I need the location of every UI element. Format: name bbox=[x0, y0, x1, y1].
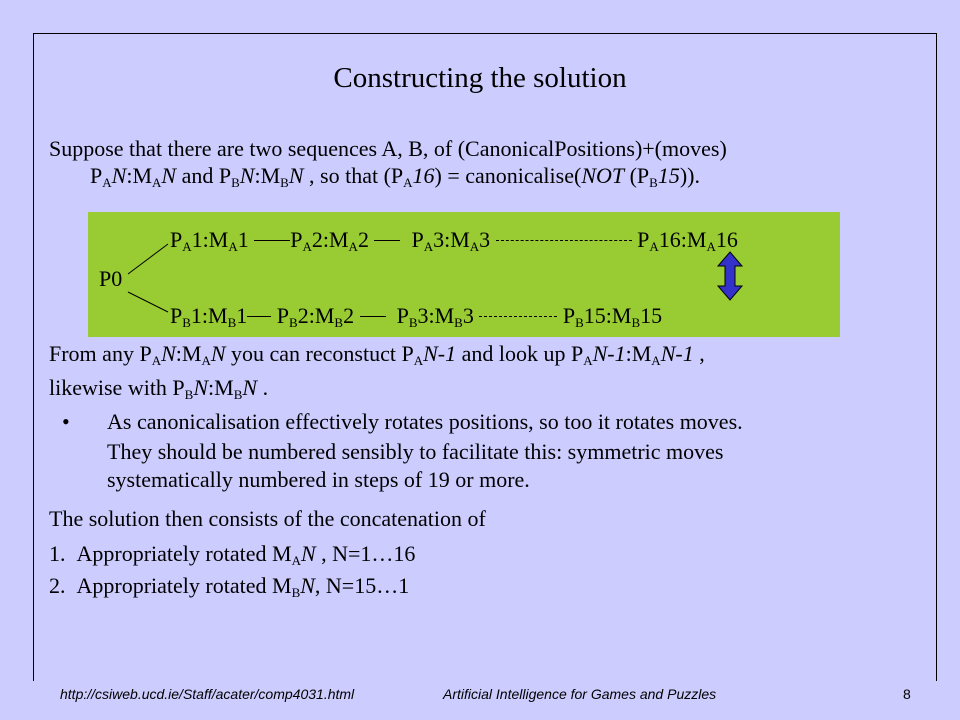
bullet-icon: • bbox=[62, 409, 70, 434]
reconstruct-line-2: likewise with $P_BN:M_BN$ . bbox=[49, 375, 269, 402]
sequence-a-row: $P_A1:M_A1$ $P_A2:M_A2$ $P_A3:M_A3$ $P_A16:M_A16$ bbox=[170, 227, 738, 254]
bullet-line-3: systematically numbered in steps of 19 or more. bbox=[107, 467, 530, 492]
bullet-line-1: As canonicalisation effectively rotates positions, so too it rotates moves. bbox=[107, 409, 743, 434]
solution-item-2: 2. Appropriately rotated $M_BN$, N=15…1 bbox=[49, 573, 410, 600]
intro-line-1: Suppose that there are two sequences A, B, of (CanonicalPositions)+(moves) bbox=[49, 136, 727, 161]
double-arrow-icon bbox=[715, 250, 745, 302]
sequence-b-row: $P_B1:M_B1$ $P_B2:M_B2$ $P_B3:M_B3$ $P_B15:M_B15$ bbox=[170, 303, 663, 330]
footer-course: Artificial Intelligence for Games and Puzzles bbox=[443, 686, 717, 702]
solution-intro: The solution then consists of the concatenation of bbox=[49, 506, 486, 531]
page-number: 8 bbox=[903, 686, 911, 702]
reconstruct-line-1: From any $P_AN:M_AN$ you can reconstuct $P_AN-1$ and look up $P_AN-1:M_AN-1$ , bbox=[49, 341, 705, 368]
footer-url: http://csiweb.ucd.ie/Staff/acater/comp4031.html bbox=[60, 686, 355, 702]
slide-title: Constructing the solution bbox=[333, 62, 627, 94]
start-position-label: P0 bbox=[99, 266, 123, 291]
bullet-line-2: They should be numbered sensibly to facilitate this: symmetric moves bbox=[107, 439, 724, 464]
solution-item-1: 1. Appropriately rotated $M_AN$ , N=1…16 bbox=[49, 541, 416, 568]
intro-line-2: $P_AN:M_AN$ and $P_BN:M_BN$ , so that $(P_A16)$ = canonicalise(NOT $(P_B15)$). bbox=[90, 163, 700, 190]
